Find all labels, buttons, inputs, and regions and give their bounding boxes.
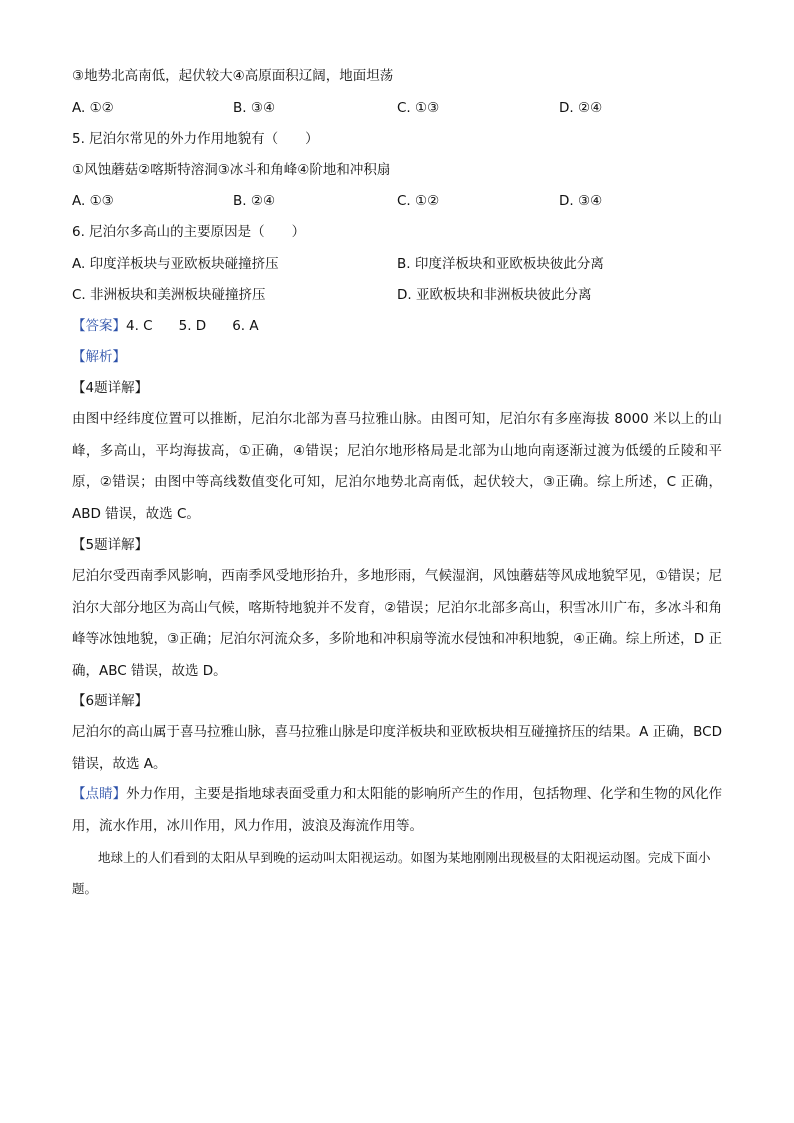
q5-items: ①风蚀蘑菇②喀斯特溶洞③冰斗和角峰④阶地和冲积扇: [72, 162, 391, 178]
detail4-label: 【4题详解】: [72, 380, 149, 396]
next-intro: 地球上的人们看到的太阳从早到晚的运动叫太阳视运动。如图为某地刚刚出现极昼的太阳视运动图。完成下面小题。: [72, 850, 711, 896]
q4-option-c: C. ①③: [397, 100, 440, 116]
answer-5: 5. D: [178, 318, 207, 334]
q5-option-d: D. ③④: [559, 193, 603, 209]
detail6-text: 尼泊尔的高山属于喜马拉雅山脉，喜马拉雅山脉是印度洋板块和亚欧板块相互碰撞挤压的结果。A 正确，BCD 错误，故选 A。: [72, 724, 722, 772]
q5-stem: 5. 尼泊尔常见的外力作用地貌有（ ）: [72, 131, 319, 147]
q4-option-b: B. ③④: [233, 100, 276, 116]
analysis-label: 【解析】: [72, 349, 126, 365]
answer-6: 6. A: [232, 318, 259, 334]
answer-4: 4. C: [126, 318, 153, 334]
q5-option-c: C. ①②: [397, 193, 440, 209]
q5-option-b: B. ②④: [233, 193, 276, 209]
answer-label: 【答案】: [72, 318, 126, 334]
q6-option-d: D. 亚欧板块和非洲板块彼此分离: [397, 287, 592, 303]
q5-option-a: A. ①③: [72, 193, 114, 209]
q4-option-d: D. ②④: [559, 100, 603, 116]
dianjing-block: [72, 779, 722, 842]
q6-option-b: B. 印度洋板块和亚欧板块彼此分离: [397, 256, 604, 272]
q6-stem: 6. 尼泊尔多高山的主要原因是（ ）: [72, 224, 306, 240]
dianjing-label: 【点睛】: [72, 786, 127, 802]
detail5-text: 尼泊尔受西南季风影响，西南季风受地形抬升，多地形雨，气候湿润，风蚀蘑菇等风成地貌罕见，①错误；尼泊尔大部分地区为高山气候，喀斯特地貌并不发育，②错误；尼泊尔北部多高山，积雪冰川广布，多冰斗和角峰等冰蚀地貌，③正确；尼泊尔河流众多，多阶地和冲积扇等流水侵蚀和冲积地貌，④正确。综上所述，D 正确，ABC 错误，故选 D。: [72, 568, 722, 679]
answer-row: [72, 316, 285, 336]
q6-option-a: A. 印度洋板块与亚欧板块碰撞挤压: [72, 256, 279, 272]
q4-option-a: A. ①②: [72, 100, 114, 116]
dianjing-text: 外力作用，主要是指地球表面受重力和太阳能的影响所产生的作用，包括物理、化学和生物的风化作用，流水作用，冰川作用，风力作用，波浪及海流作用等。: [72, 786, 723, 834]
q4-item-line: ③地势北高南低，起伏较大④高原面积辽阔，地面坦荡: [72, 68, 394, 84]
q6-option-c: C. 非洲板块和美洲板块碰撞挤压: [72, 287, 266, 303]
detail4-text: 由图中经纬度位置可以推断，尼泊尔北部为喜马拉雅山脉。由图可知，尼泊尔有多座海拔 8000 米以上的山峰，多高山，平均海拔高，①正确，④错误；尼泊尔地形格局是北部为山地向南逐渐过渡为低缓的丘陵和平原，②错误；由图中等高线数值变化可知，尼泊尔地势北高南低，起伏较大，③正确。综上所述，C 正确，ABD 错误，故选 C。: [72, 411, 722, 522]
detail6-label: 【6题详解】: [72, 693, 149, 709]
detail5-label: 【5题详解】: [72, 537, 149, 553]
